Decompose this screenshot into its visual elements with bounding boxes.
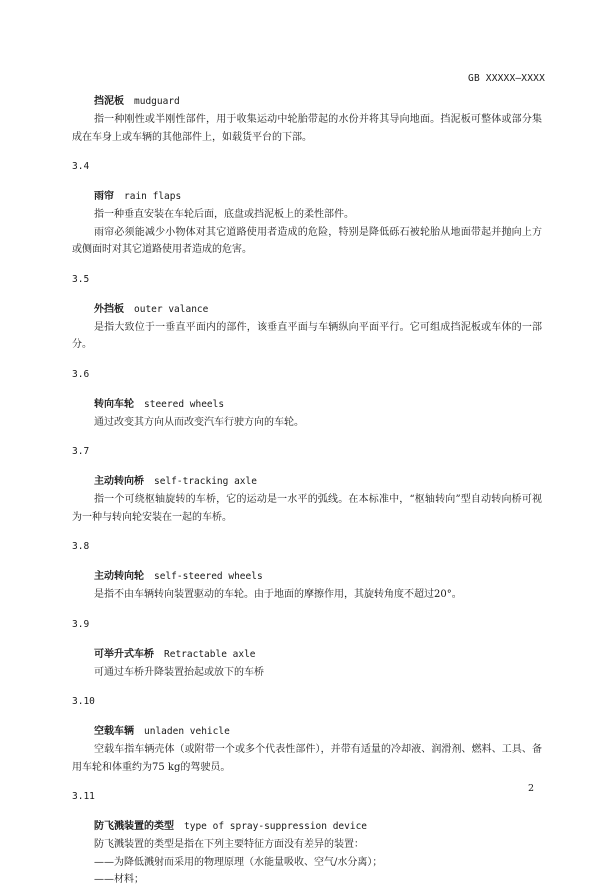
term-entry: [72, 95, 542, 146]
term-heading: [94, 648, 542, 662]
term-entry: [72, 368, 542, 432]
term-heading: [94, 570, 542, 584]
page-number: 2: [528, 783, 535, 794]
term-english: Retractable axle: [164, 648, 256, 660]
term-entry: [72, 273, 542, 354]
document-code-header: GB XXXXX—XXXX: [468, 73, 545, 84]
term-entry: [72, 540, 542, 604]
definition-text: 可通过车桥升降装置抬起或放下的车桥: [94, 666, 264, 678]
definition-text: 指一个可绕枢轴旋转的车桥，它的运动是一水平的弧线。在本标准中，“枢轴转向”型自动转向桥可视为一种与转向轮安装在一起的车桥。: [72, 494, 542, 523]
term-chinese: 空载车辆: [94, 726, 134, 737]
clause-number: 3.5: [72, 273, 90, 285]
term-entry: [72, 445, 542, 526]
term-english: self-tracking axle: [154, 476, 257, 487]
clause-number: 3.9: [72, 618, 90, 630]
clause-number: 3.4: [72, 161, 90, 172]
term-english: outer valance: [134, 303, 209, 315]
definition-text: 通过改变其方向从而改变汽车行驶方向的车轮。: [94, 416, 304, 428]
term-entry: [72, 618, 542, 682]
term-heading: [94, 725, 542, 739]
term-english: self-steered wheels: [154, 571, 263, 582]
definition-text: 指一种刚性或半刚性部件，用于收集运动中轮胎带起的水份并将其导向地面。挡泥板可整体或部分集成在车身上或车辆的其他部件上，如载货平台的下部。: [72, 114, 542, 143]
definition-text: 是指大致位于一垂直平面内的部件，该垂直平面与车辆纵向平面平行。它可组成挡泥板或车体的一部分。: [72, 321, 542, 350]
definition-text: 空载车指车辆壳体（或附带一个或多个代表性部件），并带有适量的冷却液、润滑剂、燃料、工具、备用车轮和体重约为75 kg的驾驶员。: [72, 744, 542, 773]
term-chinese: 可举升式车桥: [94, 648, 154, 660]
clause-number: 3.8: [72, 541, 90, 552]
term-english: mudguard: [134, 96, 180, 107]
term-english: rain flaps: [124, 191, 182, 202]
term-english: steered wheels: [144, 398, 225, 410]
definition-text: 雨帘必须能减少小物体对其它道路使用者造成的危险，特别是降低砾石被轮胎从地面带起并抛向上方或侧面时对其它道路使用者造成的危害。: [72, 226, 542, 255]
clause-number: 3.6: [72, 368, 90, 380]
term-entry: [72, 695, 542, 776]
term-chinese: 雨帘: [94, 191, 114, 202]
term-chinese: 主动转向轮: [94, 571, 144, 582]
term-chinese: 转向车轮: [94, 398, 134, 410]
document-body: [72, 95, 542, 889]
term-heading: [94, 303, 542, 317]
term-heading: [94, 475, 542, 489]
clause-number: 3.7: [72, 446, 90, 457]
definition-text: 防飞溅装置的类型是指在下列主要特征方面没有差异的装置：: [94, 839, 364, 850]
definition-text: 是指不由车辆转向装置驱动的车轮。由于地面的摩擦作用，其旋转角度不超过20°。: [94, 589, 462, 600]
term-english: type of spray-suppression device: [184, 821, 368, 832]
term-chinese: 外挡板: [94, 303, 124, 315]
term-english: unladen vehicle: [144, 726, 230, 737]
term-entry: [72, 790, 542, 889]
clause-number: 3.11: [72, 791, 95, 802]
definition-list-item: ——为降低溅射而采用的物理原理（水能量吸收、空气/水分离）；: [94, 856, 383, 868]
term-chinese: 主动转向桥: [94, 476, 144, 487]
term-heading: [94, 190, 542, 204]
definition-list-item: ——材料；: [94, 874, 144, 885]
term-heading: [94, 95, 542, 109]
definition-text: 指一种垂直安装在车轮后面，底盘或挡泥板上的柔性部件。: [94, 209, 354, 220]
clause-number: 3.10: [72, 696, 95, 707]
term-entry: [72, 160, 542, 259]
term-chinese: 挡泥板: [94, 96, 124, 107]
term-heading: [94, 398, 542, 412]
term-heading: [94, 820, 542, 834]
term-chinese: 防飞溅装置的类型: [94, 821, 174, 832]
